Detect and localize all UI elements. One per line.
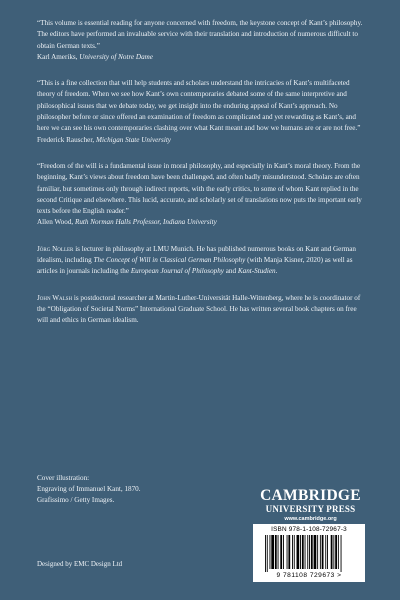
bio-text: is lecturer in philosophy at LMU Munich. He has published numerous books on Kant and German idealism, including — [37, 244, 357, 265]
barcode-bar — [297, 535, 300, 569]
barcode-bar — [283, 535, 284, 569]
bio-text: and — [225, 267, 237, 276]
barcode-bar — [275, 535, 277, 569]
barcode-bar — [322, 535, 324, 569]
barcode-bar — [292, 535, 293, 569]
barcode-bar — [267, 535, 268, 572]
blurb-quote: “This is a fine collection that will help students and scholars understand the intricacies of Kant’s multifaceted theory of freedom. When we see how Kant’s own contemporaries debated some of the same interpretive and philosophical issues that we debate today, we get insight into the enduring appeal of Kant’s approach. No philosopher before or since offered an examination of freedom as complicated and yet rewarding as Kant’s, and here we can see his own contemporaries clashing over what Kant meant and how we humans are or are not free.” — [37, 79, 361, 133]
designer-credit: Designed by EMC Design Ltd — [37, 560, 123, 568]
publisher-subname: UNIVERSITY PRESS — [265, 504, 356, 514]
barcode-bar — [302, 535, 304, 569]
bio-walsh — [37, 293, 368, 327]
barcode-bar — [307, 535, 308, 569]
bio-text: . — [275, 267, 278, 276]
barcode-bar — [305, 535, 306, 569]
barcode-bar — [333, 535, 334, 569]
bio-noller — [37, 244, 368, 278]
blurb-author-affiliation: Michigan State University — [96, 135, 171, 144]
publisher-name: CAMBRIDGE — [260, 487, 361, 504]
barcode-bar — [320, 535, 321, 569]
blurb-author-affiliation: University of Notre Dame — [79, 52, 153, 61]
blurb-ameriks — [37, 18, 368, 63]
blurb-rauscher — [37, 78, 368, 146]
bio-journal-title: Kant-Studien — [237, 267, 276, 276]
bio-text: is postdoctoral researcher at Martin-Luther-Universität Halle-Wittenberg, where he is coordinator of the “Obligation of Societal Norms” International Graduate School. He has written several book chapters on free will and ethics in German idealism. — [37, 293, 361, 325]
bio-book-title: The Concept of Will in Classical German Philosophy — [93, 256, 246, 265]
publisher-url: www.cambridge.org — [284, 516, 337, 522]
barcode-bar — [288, 535, 290, 569]
barcode-bar — [314, 535, 317, 569]
isbn-barcode — [253, 524, 365, 582]
publisher-logo — [253, 488, 368, 523]
blurb-author-affiliation: Ruth Norman Halls Professor, Indiana University — [74, 218, 217, 227]
blurb-wood — [37, 161, 368, 229]
blurb-author-name: Frederick Rauscher, — [37, 135, 95, 144]
cover-credit-label: Cover illustration: — [37, 474, 90, 482]
isbn-label: ISBN 978-1-108-72967-3 — [271, 526, 347, 533]
cover-credit — [37, 473, 217, 507]
blurb-author-name: Karl Ameriks, — [37, 52, 78, 61]
barcode-bar — [294, 535, 295, 569]
bio-journal-title: European Journal of Philosophy — [130, 267, 224, 276]
barcode-icon — [265, 535, 353, 572]
cover-credit-line: Engraving of Immanuel Kant, 1870. — [37, 485, 141, 494]
barcode-digits: 9 781108 729673 > — [276, 572, 342, 579]
cover-credit-line: Grafissimo / Getty Images. — [37, 496, 115, 505]
barcode-bar — [331, 535, 333, 569]
blurb-quote: “This volume is essential reading for anyone concerned with freedom, the keystone concept of Kant’s philosophy. The editors have performed an invaluable service with their translation and introduction of numerous difficult to obtain German texts.” — [37, 19, 363, 50]
barcode-bar — [335, 535, 337, 569]
barcode-bar — [327, 535, 328, 569]
blurb-quote: “Freedom of the will is a fundamental issue in moral philosophy, and especially in Kant’s moral theory. From the beginning, Kant’s views about freedom have been challenged, and often badly misunderstood. Scholars are often familiar, but sometimes only through indirect reports, with the early critics, to some of whom Kant replied in the second Critique and elsewhere. This lucid, accurate, and scholarly set of translations now puts the important early texts before the English reader.” — [37, 161, 362, 216]
bio-text: (with Manja Kisner, 2020) as well as articles in journals including the — [37, 256, 353, 276]
barcode-bar — [309, 535, 310, 569]
barcode-bar — [265, 535, 266, 572]
barcode-bar — [287, 535, 288, 569]
barcode-bar — [311, 535, 313, 569]
barcode-bar — [280, 535, 282, 569]
barcode-bar — [317, 535, 318, 569]
bio-name: John Walsh — [37, 293, 73, 302]
barcode-bar — [278, 535, 279, 569]
barcode-bar — [271, 535, 274, 569]
barcode-bar — [270, 535, 271, 569]
barcode-bar — [338, 535, 339, 569]
barcode-bar — [300, 535, 301, 569]
bio-name: Jörg Noller — [37, 244, 74, 253]
text-column — [37, 18, 368, 342]
barcode-bar — [325, 535, 326, 569]
blurb-author-name: Allen Wood, — [37, 218, 74, 227]
barcode-bar — [341, 535, 342, 572]
